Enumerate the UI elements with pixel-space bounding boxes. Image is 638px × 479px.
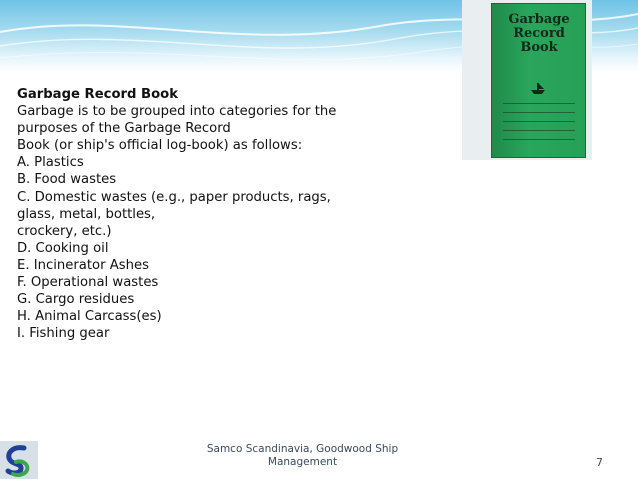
slide-content (17, 86, 377, 342)
category-item: D. Cooking oil (17, 240, 109, 256)
book-title-line: Garbage (508, 12, 570, 27)
category-item: glass, metal, bottles, (17, 206, 156, 222)
category-item: G. Cargo residues (17, 292, 135, 308)
body-line: purposes of the Garbage Record (17, 121, 231, 137)
ship-icon (529, 81, 547, 95)
company-logo-icon (0, 441, 38, 479)
book-cover-form-lines (503, 103, 575, 148)
category-item: E. Incinerator Ashes (17, 257, 149, 273)
category-item: F. Operational wastes (17, 275, 159, 291)
slide-heading: Garbage Record Book (17, 87, 178, 102)
category-item: I. Fishing gear (17, 326, 110, 342)
book-title-line: Book (520, 40, 558, 55)
category-item: crockery, etc.) (17, 223, 112, 239)
page-number: 7 (596, 456, 603, 469)
book-cover-title (501, 13, 577, 55)
category-item: A. Plastics (17, 155, 84, 171)
category-item: C. Domestic wastes (e.g., paper products, rags, (17, 189, 331, 205)
body-line: Garbage is to be grouped into categories for the (17, 104, 337, 120)
body-line: Book (or ship's official log-book) as follows: (17, 138, 303, 154)
garbage-record-book-image (491, 3, 586, 158)
category-item: H. Animal Carcass(es) (17, 309, 162, 325)
footer-line: Management (267, 456, 338, 468)
book-title-line: Record (513, 26, 565, 41)
footer-line: Samco Scandinavia, Goodwood Ship (206, 443, 399, 455)
category-item: B. Food wastes (17, 172, 117, 188)
footer-text (195, 443, 410, 469)
